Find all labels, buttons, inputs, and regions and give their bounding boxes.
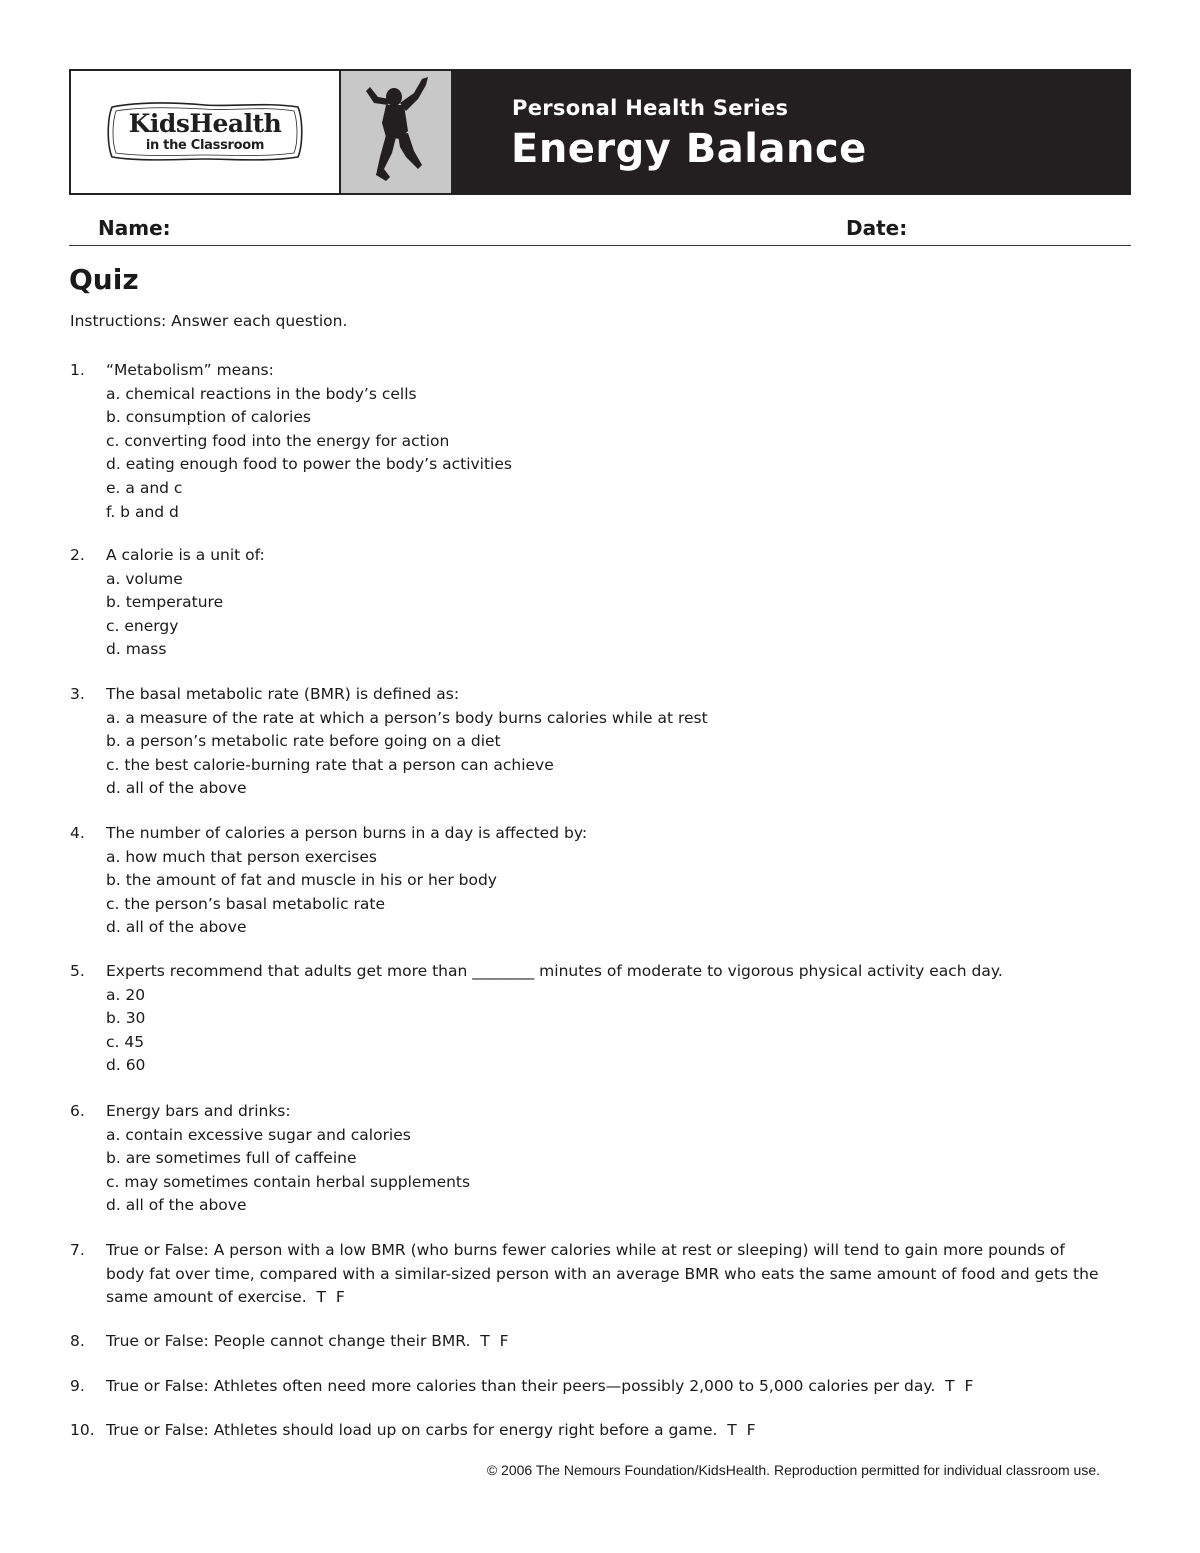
question-number: 4. [70,824,85,842]
question-number: 6. [70,1102,85,1120]
jumping-person-icon [356,73,436,191]
question-text [106,1330,1120,1354]
kidshealth-logo [102,99,308,165]
answer-option: d. 60 [106,1056,146,1075]
answer-option: a. how much that person exercises [106,847,377,866]
page-title: Energy Balance [511,126,867,172]
question-text: The basal metabolic rate (BMR) is defined as: [106,685,460,703]
answer-option: b. are sometimes full of caffeine [106,1149,357,1168]
true-false-choices: T F [935,1377,974,1395]
question-3 [70,683,1120,801]
copyright-footer: © 2006 The Nemours Foundation/KidsHealth. Reproduction permitted for individual classroom use. [486,1462,1100,1478]
date-field-label: Date: [846,216,908,240]
question-text: Experts recommend that adults get more than ________ minutes of moderate to vigorous physical activity each day. [106,962,1003,980]
question-number: 2. [70,546,85,564]
name-date-line [69,214,1131,246]
answer-option: d. all of the above [106,779,247,798]
header-banner [69,69,1131,195]
answer-option: d. mass [106,640,167,659]
question-7 [70,1239,1104,1310]
answer-option: d. all of the above [106,1196,247,1215]
answer-option: a. contain excessive sugar and calories [106,1125,411,1144]
question-number: 8. [70,1332,85,1350]
question-8 [70,1330,1120,1354]
quiz-instructions: Instructions: Answer each question. [70,312,348,330]
series-label: Personal Health Series [512,96,789,120]
question-number: 1. [70,361,85,379]
answer-option: c. may sometimes contain herbal supplements [106,1172,471,1191]
answer-option: c. the best calorie-burning rate that a person can achieve [106,755,554,774]
question-number: 3. [70,685,85,703]
question-5 [70,960,1120,1078]
logo-brand-text: KidsHealth [128,109,282,138]
answer-option: b. a person’s metabolic rate before going on a diet [106,732,501,751]
question-text: A calorie is a unit of: [106,546,265,564]
true-false-choices: T F [470,1332,509,1350]
question-9 [70,1375,1120,1399]
answer-option: c. the person’s basal metabolic rate [106,894,386,913]
question-number: 5. [70,962,85,980]
question-text-body: True or False: People cannot change their BMR. [106,1332,471,1350]
answer-option: b. temperature [106,593,224,612]
answer-option: f. b and d [106,502,179,521]
answer-option: e. a and c [106,478,183,497]
question-number: 9. [70,1377,85,1395]
question-text: Energy bars and drinks: [106,1102,291,1120]
true-false-choices: T F [306,1288,345,1307]
quiz-heading: Quiz [69,263,139,296]
answer-option: b. consumption of calories [106,408,311,427]
question-2 [70,544,1120,662]
answer-option: c. energy [106,616,179,635]
question-text: “Metabolism” means: [106,361,274,379]
answer-option: b. the amount of fat and muscle in his or her body [106,871,497,890]
question-text [106,1419,1120,1443]
answer-option: b. 30 [106,1009,146,1028]
answer-option: a. a measure of the rate at which a person’s body burns calories while at rest [106,708,708,727]
question-6 [70,1100,1120,1218]
question-number: 10. [70,1421,95,1439]
question-text-body: True or False: Athletes often need more calories than their peers—possibly 2,000 to 5,000 calories per day. [106,1377,936,1395]
question-10 [70,1419,1120,1443]
question-text [106,1239,1104,1310]
answer-option: a. 20 [106,985,146,1004]
logo-panel [71,71,341,193]
question-text-body: True or False: A person with a low BMR (who burns fewer calories while at rest or sleeping) will tend to gain more pounds of body fat over time, compared with a similar-sized person with an average BMR who eats the same amount of food and gets the same amount of exercise. [106,1241,1104,1307]
answer-option: a. volume [106,569,183,588]
answer-option: c. converting food into the energy for action [106,431,450,450]
question-text-body: True or False: Athletes should load up on carbs for energy right before a game. [106,1421,718,1439]
question-text: The number of calories a person burns in a day is affected by: [106,824,588,842]
title-panel [453,71,1129,193]
question-number: 7. [70,1241,85,1259]
question-1 [70,359,1120,524]
true-false-choices: T F [717,1421,756,1439]
figure-panel [341,71,453,193]
name-field-label: Name: [98,216,171,240]
question-4 [70,822,1120,940]
answer-option: c. 45 [106,1032,145,1051]
answer-option: d. all of the above [106,918,247,937]
answer-option: d. eating enough food to power the body’s activities [106,455,512,474]
logo-sub-text: in the Classroom [145,138,265,153]
answer-option: a. chemical reactions in the body’s cells [106,384,417,403]
question-text [106,1375,1120,1399]
